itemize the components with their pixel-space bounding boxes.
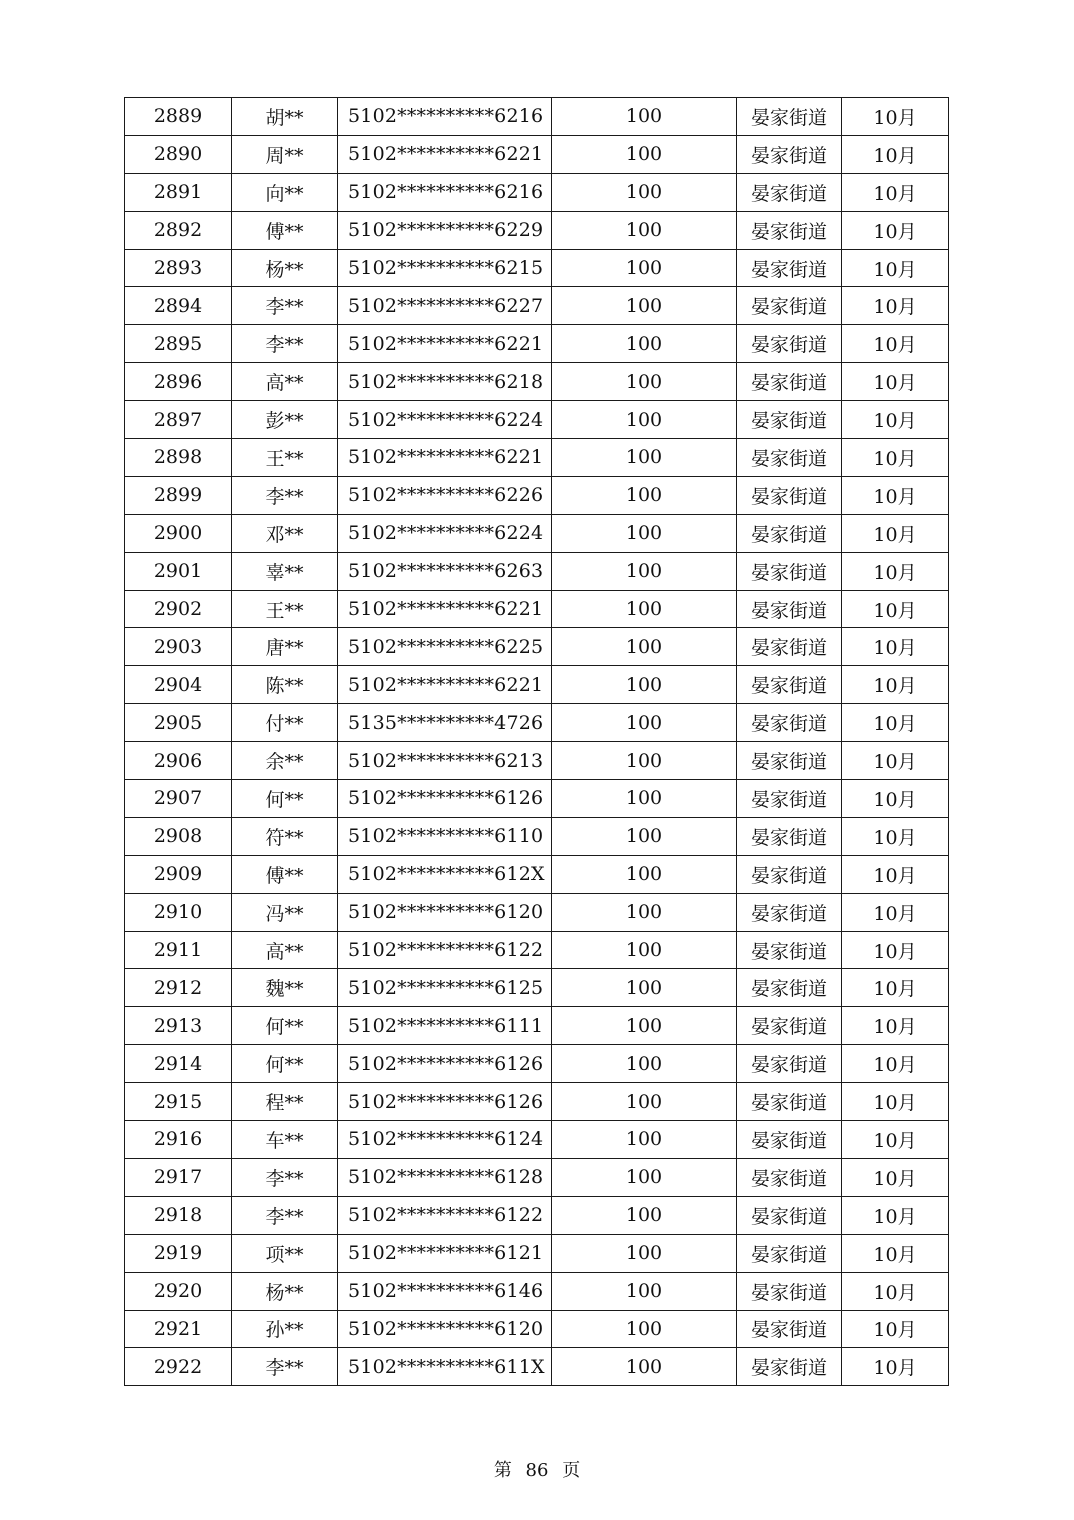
cell-street: 晏家街道 — [737, 969, 842, 1007]
cell-month: 10月 — [842, 325, 949, 363]
cell-serial-number: 2920 — [125, 1272, 232, 1310]
cell-month: 10月 — [842, 969, 949, 1007]
cell-month: 10月 — [842, 666, 949, 704]
cell-serial-number: 2903 — [125, 628, 232, 666]
cell-street: 晏家街道 — [737, 173, 842, 211]
cell-serial-number: 2900 — [125, 514, 232, 552]
table-row — [125, 401, 949, 439]
cell-id-number: 5102**********6126 — [338, 780, 552, 818]
cell-name: 李** — [232, 1196, 338, 1234]
cell-id-number: 5135**********4726 — [338, 704, 552, 742]
cell-street: 晏家街道 — [737, 1045, 842, 1083]
cell-month: 10月 — [842, 211, 949, 249]
cell-month: 10月 — [842, 439, 949, 477]
cell-id-number: 5102**********6128 — [338, 1158, 552, 1196]
cell-name: 向** — [232, 173, 338, 211]
cell-month: 10月 — [842, 1007, 949, 1045]
cell-amount: 100 — [552, 931, 737, 969]
cell-month: 10月 — [842, 363, 949, 401]
cell-street: 晏家街道 — [737, 590, 842, 628]
cell-id-number: 5102**********6229 — [338, 211, 552, 249]
table-row — [125, 1121, 949, 1159]
table-row — [125, 211, 949, 249]
table-row — [125, 325, 949, 363]
cell-id-number: 5102**********6120 — [338, 893, 552, 931]
table-row — [125, 1196, 949, 1234]
cell-serial-number: 2914 — [125, 1045, 232, 1083]
table-row — [125, 1272, 949, 1310]
table-row — [125, 1234, 949, 1272]
cell-month: 10月 — [842, 1348, 949, 1386]
cell-id-number: 5102**********6111 — [338, 1007, 552, 1045]
cell-serial-number: 2892 — [125, 211, 232, 249]
cell-name: 何** — [232, 780, 338, 818]
cell-month: 10月 — [842, 780, 949, 818]
table-row — [125, 1083, 949, 1121]
cell-street: 晏家街道 — [737, 476, 842, 514]
cell-amount: 100 — [552, 211, 737, 249]
cell-month: 10月 — [842, 1083, 949, 1121]
cell-amount: 100 — [552, 1196, 737, 1234]
table-row — [125, 590, 949, 628]
cell-month: 10月 — [842, 1121, 949, 1159]
cell-id-number: 5102**********6221 — [338, 439, 552, 477]
data-table — [124, 97, 949, 1386]
table-row — [125, 287, 949, 325]
cell-name: 辜** — [232, 552, 338, 590]
cell-amount: 100 — [552, 363, 737, 401]
table-row — [125, 1348, 949, 1386]
cell-id-number: 5102**********6218 — [338, 363, 552, 401]
cell-month: 10月 — [842, 1310, 949, 1348]
cell-month: 10月 — [842, 1272, 949, 1310]
cell-amount: 100 — [552, 590, 737, 628]
cell-amount: 100 — [552, 1348, 737, 1386]
cell-street: 晏家街道 — [737, 780, 842, 818]
cell-name: 高** — [232, 931, 338, 969]
cell-street: 晏家街道 — [737, 1196, 842, 1234]
cell-name: 何** — [232, 1007, 338, 1045]
page-number: 86 — [525, 1460, 549, 1481]
cell-amount: 100 — [552, 514, 737, 552]
cell-street: 晏家街道 — [737, 1007, 842, 1045]
cell-street: 晏家街道 — [737, 1348, 842, 1386]
cell-name: 王** — [232, 439, 338, 477]
cell-street: 晏家街道 — [737, 742, 842, 780]
table-row — [125, 666, 949, 704]
cell-street: 晏家街道 — [737, 666, 842, 704]
table-row — [125, 1158, 949, 1196]
cell-serial-number: 2902 — [125, 590, 232, 628]
cell-serial-number: 2919 — [125, 1234, 232, 1272]
cell-street: 晏家街道 — [737, 514, 842, 552]
cell-id-number: 5102**********6226 — [338, 476, 552, 514]
table-row — [125, 704, 949, 742]
cell-id-number: 5102**********6216 — [338, 173, 552, 211]
cell-serial-number: 2922 — [125, 1348, 232, 1386]
cell-name: 何** — [232, 1045, 338, 1083]
cell-id-number: 5102**********6215 — [338, 249, 552, 287]
cell-id-number: 5102**********6227 — [338, 287, 552, 325]
cell-month: 10月 — [842, 98, 949, 136]
cell-serial-number: 2906 — [125, 742, 232, 780]
cell-street: 晏家街道 — [737, 1310, 842, 1348]
cell-name: 李** — [232, 1348, 338, 1386]
table-row — [125, 98, 949, 136]
table-row — [125, 249, 949, 287]
cell-street: 晏家街道 — [737, 893, 842, 931]
cell-serial-number: 2905 — [125, 704, 232, 742]
cell-amount: 100 — [552, 628, 737, 666]
cell-amount: 100 — [552, 780, 737, 818]
cell-month: 10月 — [842, 817, 949, 855]
cell-amount: 100 — [552, 1310, 737, 1348]
table-row — [125, 1007, 949, 1045]
cell-name: 付** — [232, 704, 338, 742]
cell-serial-number: 2901 — [125, 552, 232, 590]
cell-serial-number: 2910 — [125, 893, 232, 931]
cell-amount: 100 — [552, 1272, 737, 1310]
cell-name: 唐** — [232, 628, 338, 666]
cell-id-number: 5102**********6126 — [338, 1083, 552, 1121]
cell-month: 10月 — [842, 590, 949, 628]
cell-street: 晏家街道 — [737, 211, 842, 249]
cell-id-number: 5102**********6225 — [338, 628, 552, 666]
cell-name: 李** — [232, 287, 338, 325]
cell-serial-number: 2916 — [125, 1121, 232, 1159]
cell-id-number: 5102**********611X — [338, 1348, 552, 1386]
cell-serial-number: 2899 — [125, 476, 232, 514]
cell-street: 晏家街道 — [737, 1121, 842, 1159]
cell-amount: 100 — [552, 817, 737, 855]
cell-id-number: 5102**********6126 — [338, 1045, 552, 1083]
cell-street: 晏家街道 — [737, 704, 842, 742]
cell-name: 魏** — [232, 969, 338, 1007]
cell-id-number: 5102**********6125 — [338, 969, 552, 1007]
cell-amount: 100 — [552, 98, 737, 136]
table-row — [125, 173, 949, 211]
cell-street: 晏家街道 — [737, 931, 842, 969]
cell-name: 李** — [232, 1158, 338, 1196]
cell-street: 晏家街道 — [737, 1234, 842, 1272]
cell-id-number: 5102**********6221 — [338, 590, 552, 628]
cell-serial-number: 2921 — [125, 1310, 232, 1348]
table-row — [125, 628, 949, 666]
cell-month: 10月 — [842, 287, 949, 325]
cell-id-number: 5102**********6263 — [338, 552, 552, 590]
cell-serial-number: 2891 — [125, 173, 232, 211]
cell-serial-number: 2918 — [125, 1196, 232, 1234]
cell-street: 晏家街道 — [737, 628, 842, 666]
cell-serial-number: 2904 — [125, 666, 232, 704]
cell-amount: 100 — [552, 476, 737, 514]
table-row — [125, 855, 949, 893]
page-footer-suffix: 页 — [562, 1460, 581, 1481]
cell-id-number: 5102**********6120 — [338, 1310, 552, 1348]
cell-amount: 100 — [552, 401, 737, 439]
cell-name: 程** — [232, 1083, 338, 1121]
cell-name: 孙** — [232, 1310, 338, 1348]
cell-name: 冯** — [232, 893, 338, 931]
cell-month: 10月 — [842, 893, 949, 931]
cell-amount: 100 — [552, 969, 737, 1007]
cell-name: 彭** — [232, 401, 338, 439]
cell-amount: 100 — [552, 552, 737, 590]
cell-amount: 100 — [552, 249, 737, 287]
cell-month: 10月 — [842, 855, 949, 893]
cell-amount: 100 — [552, 855, 737, 893]
cell-street: 晏家街道 — [737, 1158, 842, 1196]
cell-amount: 100 — [552, 893, 737, 931]
cell-amount: 100 — [552, 1158, 737, 1196]
cell-month: 10月 — [842, 931, 949, 969]
cell-serial-number: 2915 — [125, 1083, 232, 1121]
cell-id-number: 5102**********6213 — [338, 742, 552, 780]
cell-id-number: 5102**********6221 — [338, 325, 552, 363]
cell-month: 10月 — [842, 514, 949, 552]
cell-street: 晏家街道 — [737, 287, 842, 325]
cell-serial-number: 2895 — [125, 325, 232, 363]
cell-street: 晏家街道 — [737, 552, 842, 590]
cell-amount: 100 — [552, 287, 737, 325]
cell-name: 李** — [232, 325, 338, 363]
cell-name: 李** — [232, 476, 338, 514]
cell-id-number: 5102**********6122 — [338, 931, 552, 969]
cell-name: 高** — [232, 363, 338, 401]
cell-serial-number: 2893 — [125, 249, 232, 287]
table-row — [125, 780, 949, 818]
table-row — [125, 135, 949, 173]
cell-id-number: 5102**********6110 — [338, 817, 552, 855]
cell-id-number: 5102**********6146 — [338, 1272, 552, 1310]
cell-month: 10月 — [842, 1234, 949, 1272]
table-row — [125, 1310, 949, 1348]
cell-street: 晏家街道 — [737, 1083, 842, 1121]
cell-name: 胡** — [232, 98, 338, 136]
cell-name: 杨** — [232, 1272, 338, 1310]
cell-serial-number: 2897 — [125, 401, 232, 439]
cell-name: 车** — [232, 1121, 338, 1159]
table-row — [125, 439, 949, 477]
cell-id-number: 5102**********6216 — [338, 98, 552, 136]
cell-month: 10月 — [842, 552, 949, 590]
cell-month: 10月 — [842, 628, 949, 666]
cell-serial-number: 2911 — [125, 931, 232, 969]
cell-id-number: 5102**********6221 — [338, 666, 552, 704]
cell-street: 晏家街道 — [737, 439, 842, 477]
cell-street: 晏家街道 — [737, 1272, 842, 1310]
cell-amount: 100 — [552, 704, 737, 742]
cell-month: 10月 — [842, 1045, 949, 1083]
cell-serial-number: 2896 — [125, 363, 232, 401]
cell-name: 王** — [232, 590, 338, 628]
table-row — [125, 969, 949, 1007]
cell-serial-number: 2908 — [125, 817, 232, 855]
cell-id-number: 5102**********6224 — [338, 401, 552, 439]
cell-name: 傅** — [232, 855, 338, 893]
cell-amount: 100 — [552, 666, 737, 704]
cell-amount: 100 — [552, 135, 737, 173]
cell-name: 杨** — [232, 249, 338, 287]
cell-street: 晏家街道 — [737, 363, 842, 401]
cell-amount: 100 — [552, 1083, 737, 1121]
cell-name: 陈** — [232, 666, 338, 704]
cell-serial-number: 2917 — [125, 1158, 232, 1196]
cell-serial-number: 2889 — [125, 98, 232, 136]
table-row — [125, 363, 949, 401]
table-row — [125, 514, 949, 552]
table-row — [125, 742, 949, 780]
page-footer-prefix: 第 — [493, 1460, 512, 1481]
cell-amount: 100 — [552, 1045, 737, 1083]
cell-month: 10月 — [842, 401, 949, 439]
cell-id-number: 5102**********6124 — [338, 1121, 552, 1159]
cell-month: 10月 — [842, 135, 949, 173]
cell-id-number: 5102**********612X — [338, 855, 552, 893]
cell-name: 周** — [232, 135, 338, 173]
cell-name: 项** — [232, 1234, 338, 1272]
cell-amount: 100 — [552, 439, 737, 477]
cell-street: 晏家街道 — [737, 98, 842, 136]
cell-serial-number: 2898 — [125, 439, 232, 477]
table-row — [125, 893, 949, 931]
cell-amount: 100 — [552, 173, 737, 211]
cell-month: 10月 — [842, 1158, 949, 1196]
cell-amount: 100 — [552, 742, 737, 780]
cell-month: 10月 — [842, 173, 949, 211]
cell-id-number: 5102**********6122 — [338, 1196, 552, 1234]
cell-serial-number: 2909 — [125, 855, 232, 893]
cell-street: 晏家街道 — [737, 325, 842, 363]
cell-month: 10月 — [842, 476, 949, 514]
cell-serial-number: 2907 — [125, 780, 232, 818]
cell-id-number: 5102**********6221 — [338, 135, 552, 173]
cell-id-number: 5102**********6224 — [338, 514, 552, 552]
cell-id-number: 5102**********6121 — [338, 1234, 552, 1272]
cell-amount: 100 — [552, 325, 737, 363]
cell-street: 晏家街道 — [737, 817, 842, 855]
table-row — [125, 552, 949, 590]
table-row — [125, 931, 949, 969]
cell-street: 晏家街道 — [737, 135, 842, 173]
cell-name: 邓** — [232, 514, 338, 552]
table-row — [125, 476, 949, 514]
cell-month: 10月 — [842, 704, 949, 742]
cell-serial-number: 2912 — [125, 969, 232, 1007]
cell-street: 晏家街道 — [737, 855, 842, 893]
cell-amount: 100 — [552, 1121, 737, 1159]
cell-month: 10月 — [842, 1196, 949, 1234]
cell-serial-number: 2890 — [125, 135, 232, 173]
cell-amount: 100 — [552, 1007, 737, 1045]
table-row — [125, 1045, 949, 1083]
cell-month: 10月 — [842, 742, 949, 780]
cell-serial-number: 2913 — [125, 1007, 232, 1045]
cell-month: 10月 — [842, 249, 949, 287]
cell-amount: 100 — [552, 1234, 737, 1272]
cell-serial-number: 2894 — [125, 287, 232, 325]
cell-name: 余** — [232, 742, 338, 780]
table-row — [125, 817, 949, 855]
cell-name: 符** — [232, 817, 338, 855]
cell-name: 傅** — [232, 211, 338, 249]
table-body — [125, 98, 949, 1386]
page-footer — [0, 1456, 1074, 1482]
cell-street: 晏家街道 — [737, 401, 842, 439]
cell-street: 晏家街道 — [737, 249, 842, 287]
